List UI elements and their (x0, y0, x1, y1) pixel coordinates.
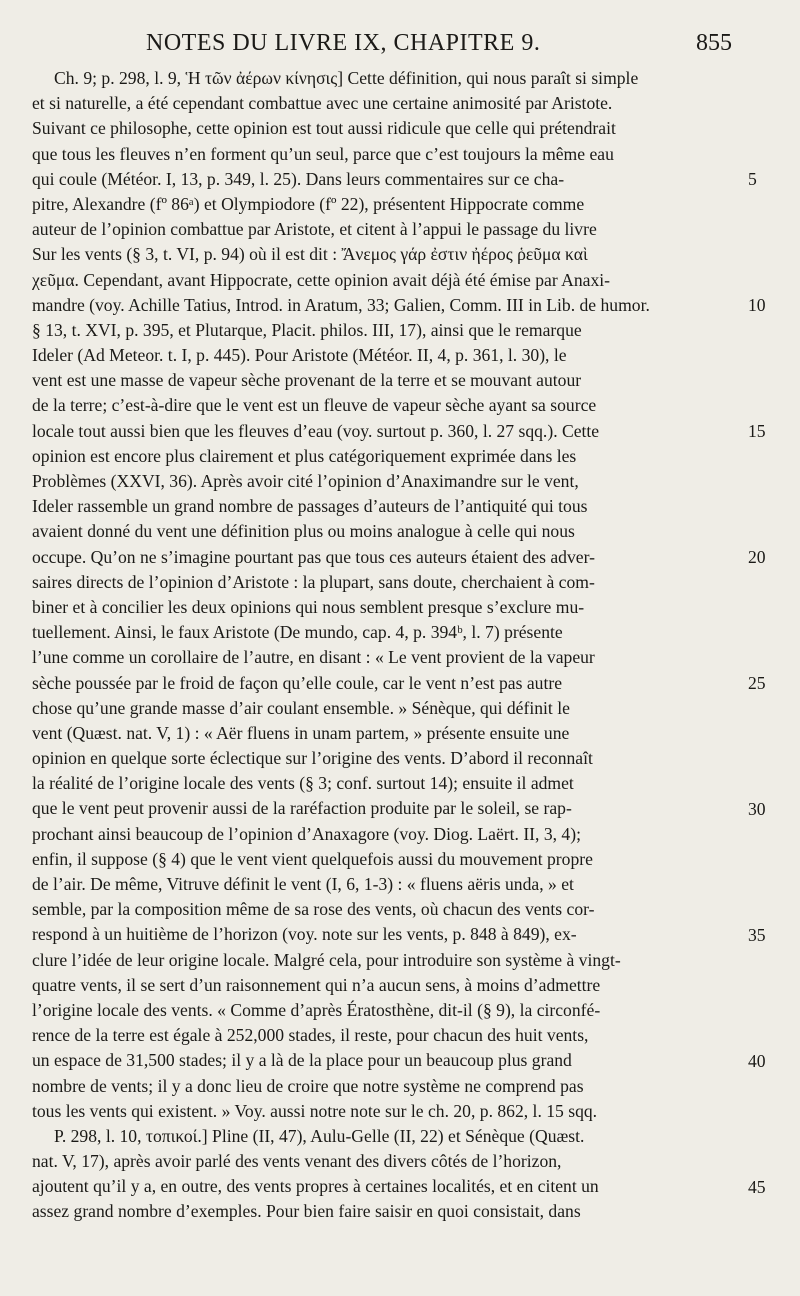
text-line: Ideler rassemble un grand nombre de passages d’auteurs de l’antiquité qui tous (32, 496, 588, 517)
text-line: clure l’idée de leur origine locale. Malgré cela, pour introduire son système à vingt- (32, 949, 621, 970)
line-number: 45 (748, 1176, 766, 1197)
text-line: opinion est encore plus clairement et plus catégoriquement exprimée dans les (32, 445, 577, 466)
line-number: 35 (748, 924, 766, 945)
text-line: prochant ainsi beaucoup de l’opinion d’Anaxagore (voy. Diog. Laërt. II, 3, 4); (32, 823, 581, 844)
text-line: assez grand nombre d’exemples. Pour bien faire saisir en quoi consistait, dans (32, 1201, 581, 1222)
page-number: 855 (696, 30, 732, 56)
text-line: nombre de vents; il y a donc lieu de croire que notre système ne comprend pas (32, 1075, 584, 1096)
line-number: 5 (748, 168, 757, 189)
text-line: un espace de 31,500 stades; il y a là de la place pour un beaucoup plus grand (32, 1050, 572, 1071)
text-line: Ch. 9; p. 298, l. 9, Ἡ τῶν ἀέρων κίνησις] Cette définition, qui nous paraît si simple (54, 68, 639, 88)
text-line: Sur les vents (§ 3, t. VI, p. 94) où il est dit : Ἄνεμος γάρ ἐστιν ἠέρος ῥεῦμα καὶ (32, 244, 588, 265)
text-line: quatre vents, il se sert d’un raisonnement qui n’a aucun sens, à moins d’admettre (32, 974, 601, 995)
text-line: Ideler (Ad Meteor. t. I, p. 445). Pour Aristote (Météor. II, 4, p. 361, l. 30), le (32, 345, 567, 366)
page-header (60, 26, 740, 62)
text-line: opinion en quelque sorte éclectique sur l’origine des vents. D’abord il reconnaît (32, 748, 593, 769)
text-line: mandre (voy. Achille Tatius, Introd. in Aratum, 33; Galien, Comm. III in Lib. de humor. (32, 294, 650, 315)
text-line: chose qu’une grande masse d’air coulant ensemble. » Sénèque, qui définit le (32, 697, 570, 718)
line-number: 20 (748, 546, 766, 567)
text-line: de l’air. De même, Vitruve définit le vent (I, 6, 1-3) : « fluens aëris unda, » et (32, 874, 574, 894)
text-line: auteur de l’opinion combattue par Aristote, et citent à l’appui le passage du livre (32, 219, 597, 240)
text-line: locale tout aussi bien que les fleuves d’eau (voy. surtout p. 360, l. 27 sqq.). Cette (32, 420, 600, 441)
line-number: 10 (748, 294, 766, 315)
text-line: occupe. Qu’on ne s’imagine pourtant pas que tous ces auteurs étaient des adver- (32, 546, 595, 567)
text-line: la réalité de l’origine locale des vents (§ 3; conf. surtout 14); ensuite il admet (32, 773, 574, 794)
line-number: 25 (748, 672, 766, 693)
text-line: semble, par la composition même de sa rose des vents, où chacun des vents cor- (32, 899, 595, 920)
text-line: sèche poussée par le froid de façon qu’elle coule, car le vent n’est pas autre (32, 672, 563, 693)
text-body (32, 66, 744, 1225)
text-line: l’origine locale des vents. « Comme d’après Ératosthène, dit-il (§ 9), la circonfé- (32, 999, 601, 1020)
text-line: pitre, Alexandre (fº 86ᵃ) et Olympiodore (fº 22), présentent Hippocrate comme (32, 193, 585, 214)
text-line: Suivant ce philosophe, cette opinion est tout aussi ridicule que celle qui prétendrait (32, 118, 616, 139)
line-number: 30 (748, 798, 766, 819)
text-line: qui coule (Météor. I, 13, p. 349, l. 25). Dans leurs commentaires sur ce cha- (32, 168, 565, 189)
line-number: 40 (748, 1050, 766, 1071)
text-line: vent (Quæst. nat. V, 1) : « Aër fluens in unam partem, » présente ensuite une (32, 722, 570, 743)
text-line: χεῦμα. Cependant, avant Hippocrate, cette opinion avait déjà été émise par Anaxi- (32, 269, 610, 290)
text-line: que tous les fleuves n’en forment qu’un seul, parce que c’est toujours la même eau (32, 143, 614, 164)
text-line: § 13, t. XVI, p. 395, et Plutarque, Placit. philos. III, 17), ainsi que le remarque (32, 319, 582, 340)
running-title: NOTES DU LIVRE IX, CHAPITRE 9. (146, 30, 541, 56)
text-line: enfin, il suppose (§ 4) que le vent vient quelquefois aussi du mouvement propre (32, 848, 593, 869)
text-line: respond à un huitième de l’horizon (voy. note sur les vents, p. 848 à 849), ex- (32, 924, 577, 945)
text-line: Problèmes (XXVI, 36). Après avoir cité l’opinion d’Anaximandre sur le vent, (32, 471, 579, 491)
text-line: tuellement. Ainsi, le faux Aristote (De mundo, cap. 4, p. 394ᵇ, l. 7) présente (32, 622, 563, 643)
text-line: et si naturelle, a été cependant combattue avec une certaine animosité par Aristote. (32, 93, 613, 114)
text-line: rence de la terre est égale à 252,000 stades, il reste, pour chacun des huit vents, (32, 1025, 589, 1046)
text-line: saires directs de l’opinion d’Aristote : la plupart, sans doute, cherchaient à com- (32, 571, 595, 592)
text-line: que le vent peut provenir aussi de la raréfaction produite par le soleil, se rap- (32, 798, 572, 819)
text-line: nat. V, 17), après avoir parlé des vents venant des divers côtés de l’horizon, (32, 1151, 562, 1172)
text-line: tous les vents qui existent. » Voy. aussi notre note sur le ch. 20, p. 862, l. 15 sqq. (32, 1100, 598, 1121)
text-line: avaient donné du vent une définition plus ou moins analogue à celle qui nous (32, 521, 575, 542)
text-line: l’une comme un corollaire de l’autre, en disant : « Le vent provient de la vapeur (32, 647, 595, 668)
text-line: biner et à concilier les deux opinions qui nous semblent presque s’exclure mu- (32, 596, 585, 617)
text-line: P. 298, l. 10, τοπικοί.] Pline (II, 47), Aulu-Gelle (II, 22) et Sénèque (Quæst. (54, 1125, 585, 1146)
text-line: de la terre; c’est-à-dire que le vent est un fleuve de vapeur sèche ayant sa source (32, 395, 597, 416)
text-line: vent est une masse de vapeur sèche provenant de la terre et se mouvant autour (32, 370, 582, 391)
line-number: 15 (748, 420, 766, 441)
text-line: ajoutent qu’il y a, en outre, des vents propres à certaines localités, et en citent un (32, 1176, 599, 1197)
